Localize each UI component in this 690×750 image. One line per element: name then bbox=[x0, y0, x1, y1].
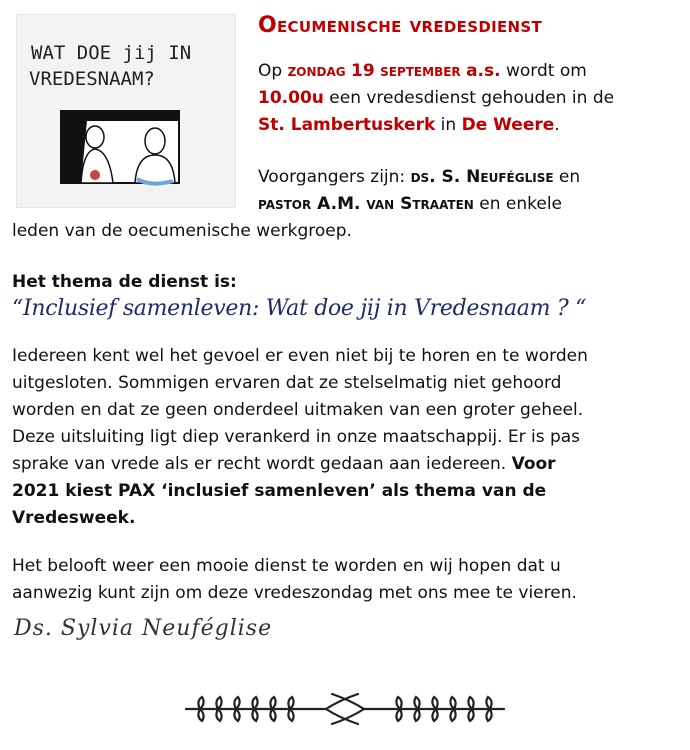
pastor-title: pastor bbox=[258, 194, 312, 214]
ds-name: S. Neuféglise bbox=[435, 167, 554, 187]
as-text: a.s. bbox=[466, 61, 501, 81]
month-text: september bbox=[380, 61, 461, 81]
leaders-line-1: Voorgangers zijn: ds. S. Neuféglise en bbox=[258, 167, 581, 187]
page-title: Oecumenische vredesdienst bbox=[258, 13, 542, 38]
intro-line-1: Op zondag 19 september a.s. wordt om bbox=[258, 61, 587, 81]
body-line: Deze uitsluiting ligt diep verankerd in onze maatschappij. Er is pas bbox=[12, 427, 581, 447]
ds-title: ds. bbox=[410, 167, 436, 187]
date-number: 19 bbox=[351, 61, 375, 81]
intro-line-2: 10.00u een vredesdienst gehouden in de bbox=[258, 88, 615, 108]
place-name: De Weere bbox=[461, 115, 555, 135]
theme-quote: “Inclusief samenleven: Wat doe jij in Vredesnaam ? “ bbox=[12, 296, 587, 321]
intro-paragraph bbox=[258, 58, 678, 139]
illustration-caption-line1: WAT DOE jij IN bbox=[31, 42, 192, 64]
body-line: Iedereen kent wel het gevoel er even niet bij te horen en te worden bbox=[12, 346, 588, 366]
pastor-name: A.M. van Straaten bbox=[311, 194, 474, 214]
body-line: sprake van vrede als er recht wordt gedaan aan iedereen. Voor bbox=[12, 454, 556, 474]
day-text: zondag bbox=[287, 61, 346, 81]
pax-highlight-line: 2021 kiest PAX ‘inclusief samenleven’ als thema van de bbox=[12, 481, 547, 501]
time-text: 10.00u bbox=[258, 88, 324, 108]
leaders-line-2: pastor A.M. van Straaten en enkele bbox=[258, 194, 563, 214]
body-line: Het belooft weer een mooie dienst te worden en wij hopen dat u bbox=[12, 556, 561, 576]
pax-highlight-start: Voor bbox=[511, 454, 556, 474]
decorative-branch-divider bbox=[180, 688, 510, 734]
illustration-caption-line2: VREDESNAAM? bbox=[29, 68, 155, 90]
signature: Ds. Sylvia Neuféglise bbox=[14, 616, 273, 641]
pax-highlight-line: Vredesweek. bbox=[12, 508, 136, 528]
theme-heading: Het thema de dienst is: bbox=[12, 272, 237, 292]
body-line: aanwezig kunt zijn om deze vredeszondag met ons mee te vieren. bbox=[12, 583, 577, 603]
body-line: worden en dat ze geen onderdeel uitmaken van een groter geheel. bbox=[12, 400, 584, 420]
body-paragraph-2 bbox=[12, 553, 678, 607]
church-name: St. Lambertuskerk bbox=[258, 115, 436, 135]
leaders-line-3: leden van de oecumenische werkgroep. bbox=[12, 221, 352, 241]
body-line: uitgesloten. Sommigen ervaren dat ze stelselmatig niet gehoord bbox=[12, 373, 562, 393]
body-paragraph-1 bbox=[12, 343, 678, 532]
intro-line-3: St. Lambertuskerk in De Weere. bbox=[258, 115, 560, 135]
leaders-paragraph bbox=[0, 164, 690, 245]
